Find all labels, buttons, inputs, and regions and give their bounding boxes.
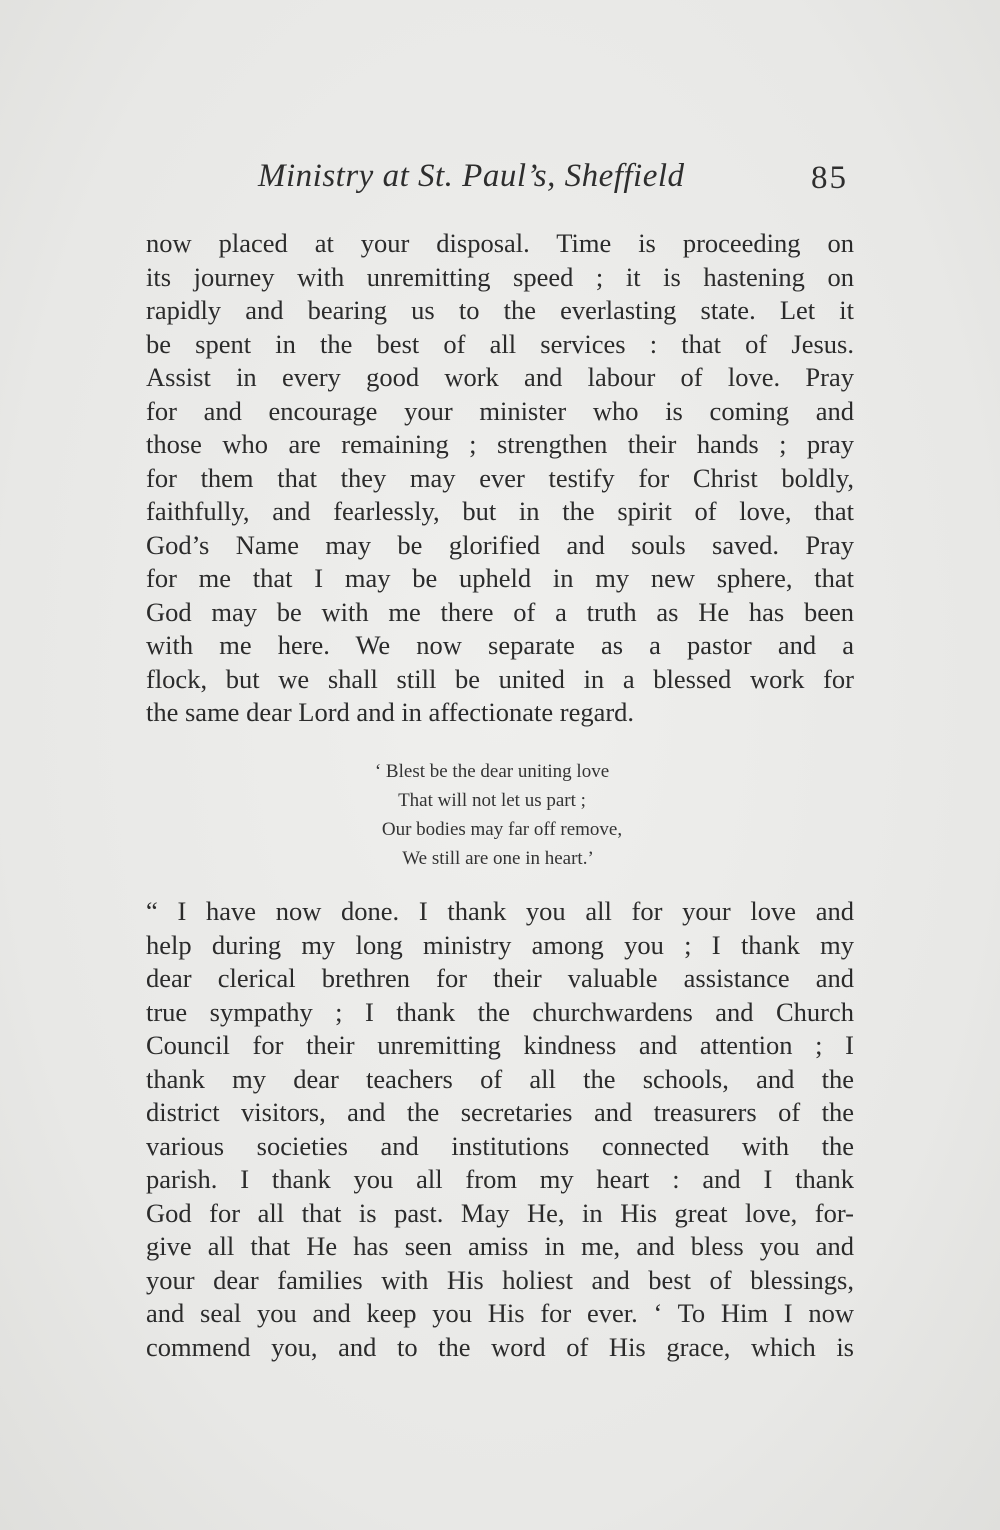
text-line: dear clerical brethren for their valuable assistance and — [146, 963, 854, 993]
text-line: help during my long ministry among you ; I thank my — [146, 929, 854, 960]
text-line: true sympathy ; I thank the churchwardens and Church — [146, 996, 854, 1027]
text-line: district visitors, and the secretaries and treasurers of the — [146, 1097, 854, 1127]
text-line: rapidly and bearing us to the everlasting state. Let it — [146, 295, 854, 325]
text-line: God may be with me there of a truth as He has been — [146, 596, 854, 627]
text-line: the same dear Lord and in affectionate regard. — [146, 697, 635, 727]
text-line: God’s Name may be glorified and souls saved. Pray — [146, 529, 854, 560]
text-line: thank my dear teachers of all the schools, and the — [146, 1063, 854, 1094]
text-line: “ I have now done. I thank you all for your love and — [146, 896, 854, 926]
text-line: commend you, and to the word of His grace, which is — [146, 1331, 854, 1362]
poem-line: Our bodies may far off remove, — [381, 819, 623, 840]
text-line: be spent in the best of all services : that of Jesus. — [146, 328, 854, 359]
paragraph-2 — [146, 895, 854, 1364]
text-line: for and encourage your minister who is coming and — [146, 395, 854, 426]
text-line: faithfully, and fearlessly, but in the spirit of love, that — [146, 496, 854, 526]
text-line: for them that they may ever testify for Christ boldly, — [146, 462, 854, 493]
hymn-quotation — [0, 757, 1000, 873]
running-title: Ministry at St. Paul’s, Sheffield — [258, 158, 685, 194]
text-line: flock, but we shall still be united in a blessed work for — [146, 663, 854, 694]
text-line: and seal you and keep you His for ever. ‘ To Him I now — [146, 1298, 854, 1328]
text-line: give all that He has seen amiss in me, and bless you and — [146, 1231, 854, 1261]
text-line: for me that I may be upheld in my new sphere, that — [146, 563, 854, 593]
page-header — [258, 158, 858, 208]
poem-line: That will not let us part ; — [398, 790, 586, 811]
text-line: Council for their unremitting kindness and attention ; I — [146, 1030, 854, 1060]
text-line: with me here. We now separate as a pastor and a — [146, 630, 854, 660]
page-number: 85 — [811, 160, 848, 196]
text-line: now placed at your disposal. Time is proceeding on — [146, 228, 854, 258]
text-line: parish. I thank you all from my heart : and I thank — [146, 1164, 854, 1194]
text-line: Assist in every good work and labour of love. Pray — [146, 362, 854, 392]
text-line: your dear families with His holiest and best of blessings, — [146, 1264, 854, 1295]
poem-line: ‘ Blest be the dear uniting love — [374, 761, 610, 782]
text-line: its journey with unremitting speed ; it is hastening on — [146, 261, 854, 292]
text-line: those who are remaining ; strengthen their hands ; pray — [146, 429, 854, 459]
text-line: God for all that is past. May He, in His great love, for- — [146, 1197, 854, 1228]
text-line: various societies and institutions connected with the — [146, 1130, 854, 1161]
poem-line: We still are one in heart.’ — [402, 848, 594, 869]
paragraph-1 — [146, 227, 854, 730]
